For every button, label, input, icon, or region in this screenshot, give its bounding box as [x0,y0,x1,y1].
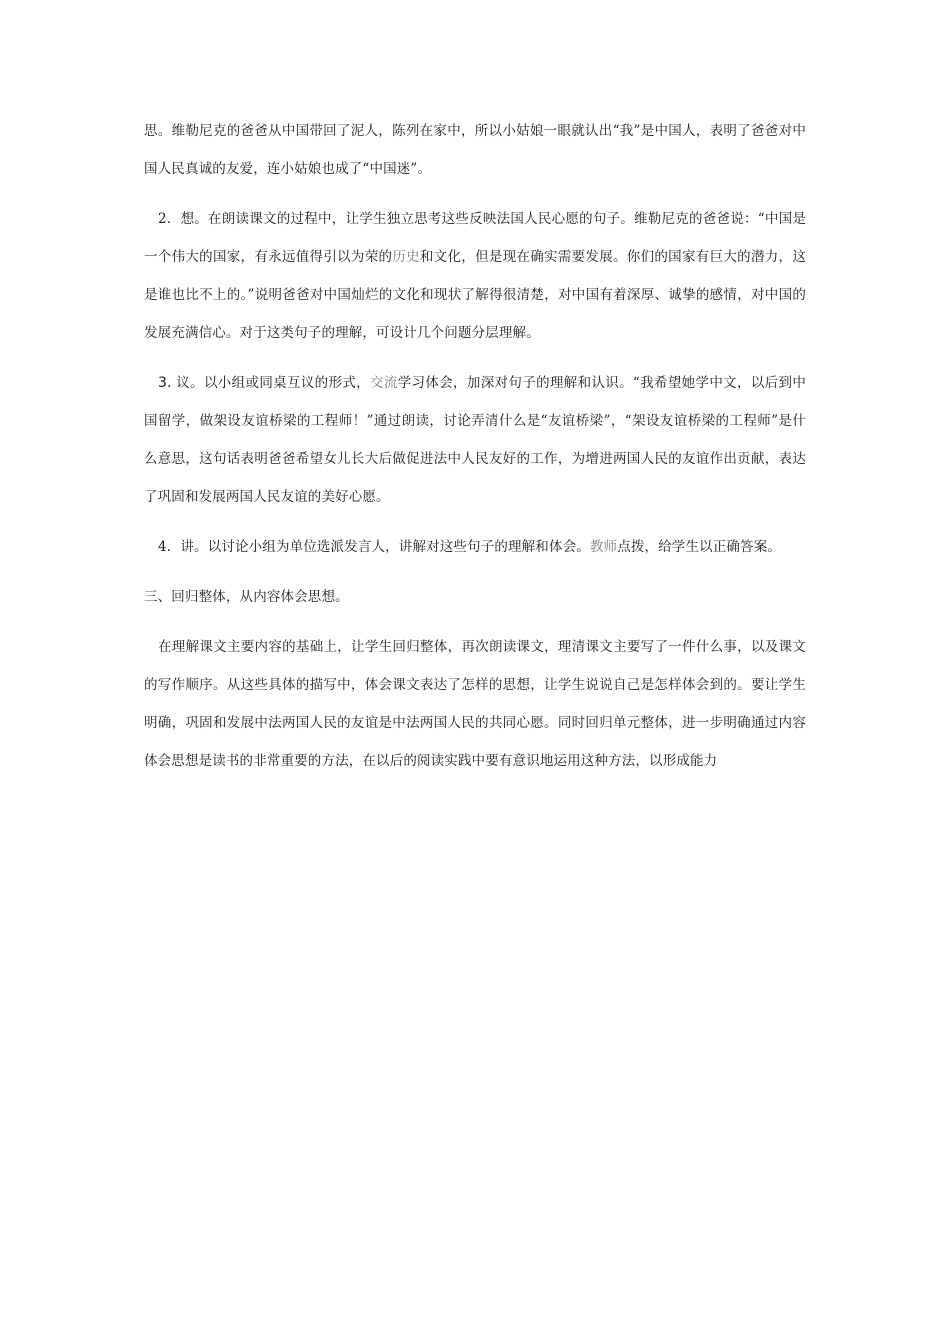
paragraph-3-text-a: 议。以小组或同桌互议的形式， [171,375,371,391]
document-page [144,112,806,792]
paragraph-2-text-a: 想。在朗读课文的过程中，让学生独立思考这些反映法国人民心愿的句子。维勒尼克的爸爸说：“中国是一个伟大的国家，有永远值得引以为荣的 [144,211,806,265]
section-heading-text: 三、回归整体，从内容体会思想。 [144,589,349,605]
paragraph-2-number: 2． [158,211,181,227]
paragraph-3 [144,364,806,516]
teacher-link[interactable]: 教师 [589,539,618,555]
paragraph-4 [144,528,806,566]
exchange-link[interactable]: 交流 [370,375,398,391]
paragraph-1 [144,112,806,188]
paragraph-2 [144,200,806,352]
paragraph-4-text-b: 点拨，给学生以正确答案。 [617,539,782,555]
paragraph-6-text: 在理解课文主要内容的基础上，让学生回归整体，再次朗读课文，理清课文主要写了一件什么事，以及课文的写作顺序。从这些具体的描写中，体会课文表达了怎样的思想，让学生说说自己是怎样体会到的。要让学生明确，巩固和发展中法两国人民的友谊是中法两国人民的共同心愿。同时回归单元整体，进一步明确通过内容体会思想是读书的非常重要的方法，在以后的阅读实践中要有意识地运用这种方法，以形成能力 [144,639,806,769]
section-heading [144,578,806,616]
paragraph-1-text: 思。维勒尼克的爸爸从中国带回了泥人，陈列在家中，所以小姑娘一眼就认出“我”是中国人，表明了爸爸对中国人民真诚的友爱，连小姑娘也成了“中国迷”。 [144,123,806,177]
paragraph-3-number: 3. [158,375,172,391]
paragraph-4-number: 4． [158,539,181,555]
paragraph-3-text-b: 学习体会，加深对句子的理解和认识。“我希望她学中文，以后到中国留学，做架设友谊桥梁的工程师！”通过朗读，讨论弄清什么是“友谊桥梁”，“架设友谊桥梁的工程师”是什么意思，这句话表明爸爸希望女儿长大后做促进法中人民友好的工作，为增进两国人民的友谊作出贡献，表达了巩固和发展两国人民友谊的美好心愿。 [144,375,807,505]
paragraph-6 [144,628,806,780]
paragraph-4-text-a: 讲。以讨论小组为单位选派发言人，讲解对这些句子的理解和体会。 [180,539,590,555]
paragraph-2-text-b: 和文化，但是现在确实需要发展。你们的国家有巨大的潜力，这是谁也比不上的。”说明爸爸对中国灿烂的文化和现状了解得很清楚，对中国有着深厚、诚挚的感情，对中国的发展充满信心。对于这类句子的理解，可设计几个问题分层理解。 [144,249,806,341]
history-link[interactable]: 历史 [392,249,420,265]
